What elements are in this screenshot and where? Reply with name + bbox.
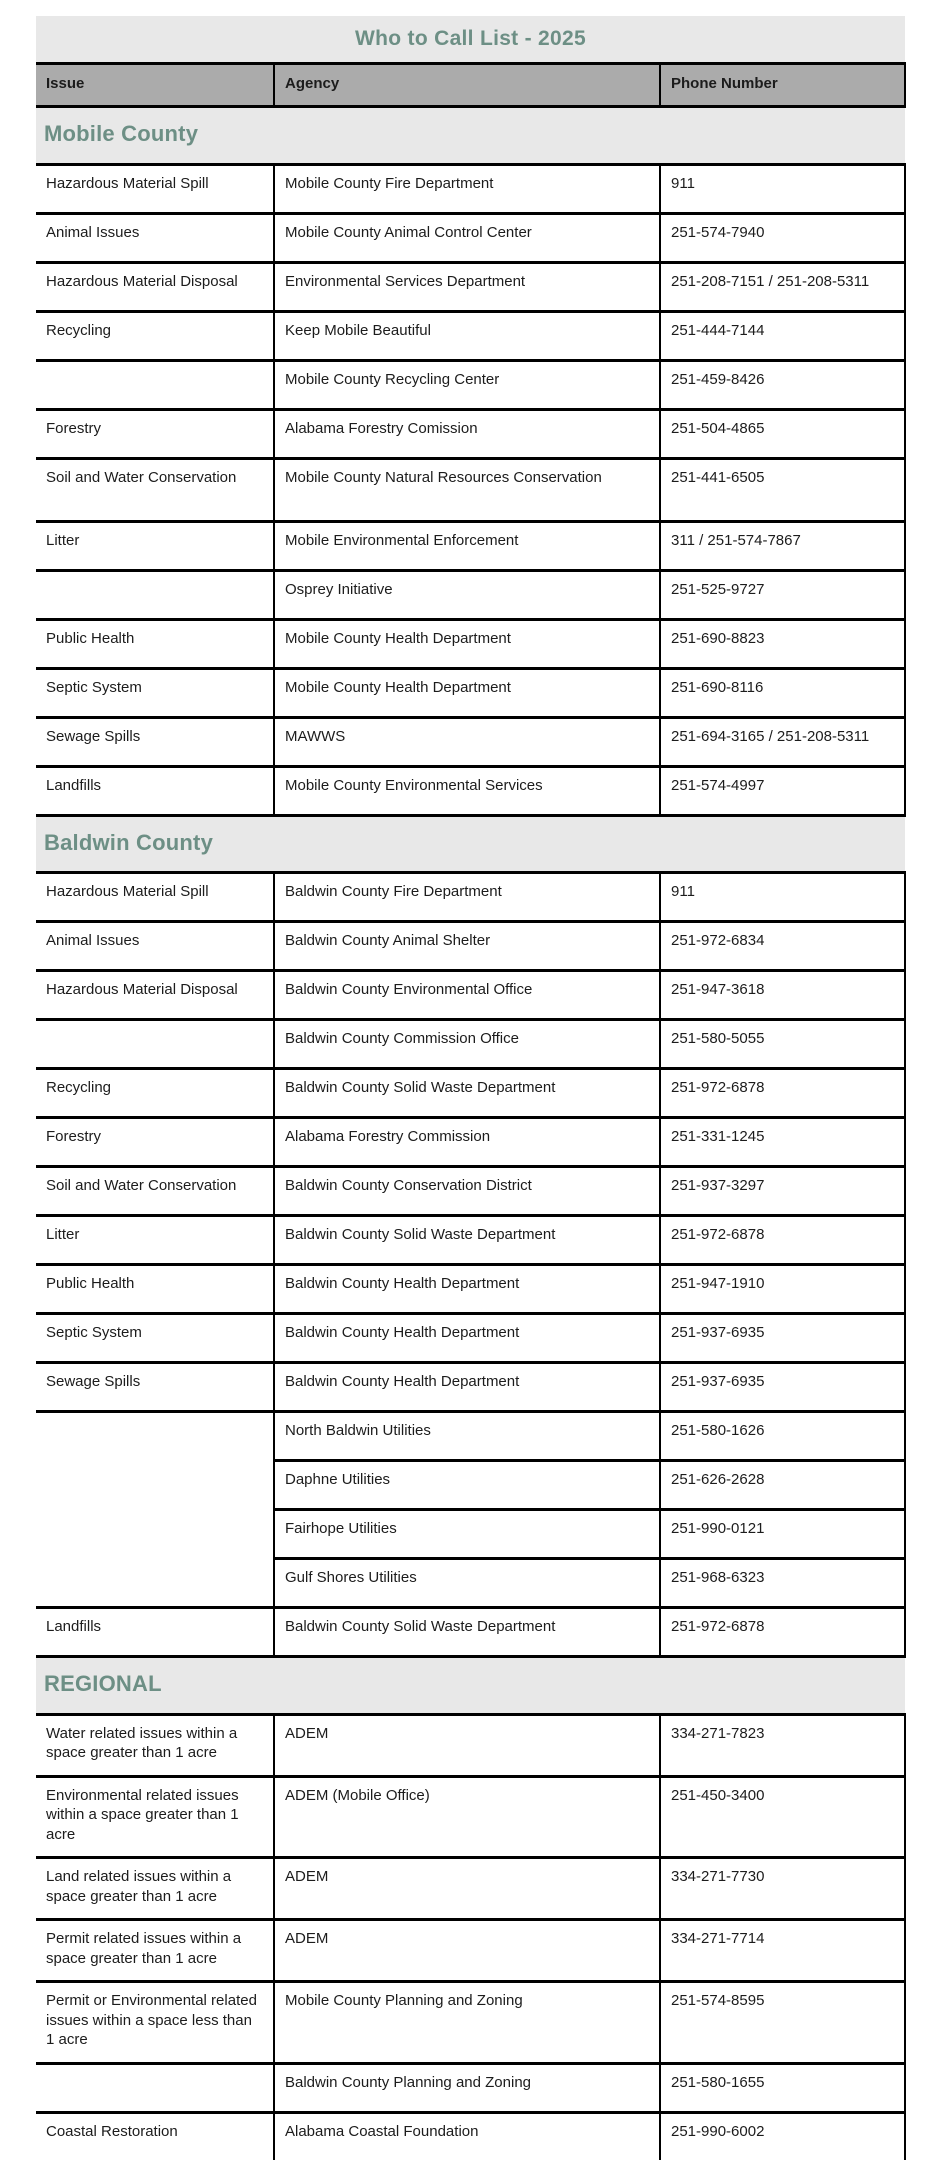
phone-cell: 251-504-4865 — [660, 409, 905, 458]
agency-cell: Keep Mobile Beautiful — [274, 311, 660, 360]
agency-cell: Baldwin County Solid Waste Department — [274, 1069, 660, 1118]
table-row — [36, 1363, 905, 1412]
phone-cell: 251-694-3165 / 251-208-5311 — [660, 717, 905, 766]
agency-cell: Baldwin County Health Department — [274, 1265, 660, 1314]
phone-cell: 334-271-7730 — [660, 1858, 905, 1920]
table-row — [36, 1069, 905, 1118]
table-row — [36, 458, 905, 521]
phone-cell: 251-626-2628 — [660, 1461, 905, 1510]
phone-cell: 251-450-3400 — [660, 1776, 905, 1858]
table-row — [36, 1982, 905, 2064]
agency-cell: Mobile County Animal Control Center — [274, 213, 660, 262]
phone-cell: 251-937-6935 — [660, 1363, 905, 1412]
agency-cell: Mobile County Environmental Services — [274, 766, 660, 815]
table-row — [36, 1920, 905, 1982]
agency-cell: Mobile Environmental Enforcement — [274, 521, 660, 570]
table-row — [36, 164, 905, 213]
phone-cell: 251-937-6935 — [660, 1314, 905, 1363]
phone-cell: 911 — [660, 164, 905, 213]
phone-cell: 251-574-8595 — [660, 1982, 905, 2064]
issue-cell: Forestry — [36, 409, 274, 458]
phone-cell: 251-525-9727 — [660, 570, 905, 619]
agency-cell: Baldwin County Health Department — [274, 1314, 660, 1363]
phone-cell: 251-690-8116 — [660, 668, 905, 717]
phone-cell: 251-208-7151 / 251-208-5311 — [660, 262, 905, 311]
table-row — [36, 1776, 905, 1858]
page-title: Who to Call List - 2025 — [355, 27, 586, 50]
issue-cell: Sewage Spills — [36, 717, 274, 766]
issue-cell: Recycling — [36, 1069, 274, 1118]
issue-cell: Coastal Restoration — [36, 2112, 274, 2160]
agency-cell: Baldwin County Solid Waste Department — [274, 1608, 660, 1657]
issue-cell: Sewage Spills — [36, 1363, 274, 1412]
phone-cell: 334-271-7823 — [660, 1714, 905, 1776]
table-row — [36, 311, 905, 360]
agency-cell: Baldwin County Solid Waste Department — [274, 1216, 660, 1265]
phone-cell: 251-947-1910 — [660, 1265, 905, 1314]
table-row — [36, 1608, 905, 1657]
agency-cell: Baldwin County Health Department — [274, 1363, 660, 1412]
table-row — [36, 1265, 905, 1314]
phone-cell: 251-972-6834 — [660, 922, 905, 971]
column-header-agency: Agency — [274, 64, 660, 107]
table-row — [36, 922, 905, 971]
table-row — [36, 1216, 905, 1265]
table-row — [36, 2063, 905, 2112]
section-header-regional — [36, 1657, 905, 1715]
phone-cell: 251-580-1655 — [660, 2063, 905, 2112]
phone-cell: 251-331-1245 — [660, 1118, 905, 1167]
phone-cell: 251-972-6878 — [660, 1608, 905, 1657]
table-row — [36, 1858, 905, 1920]
table-row — [36, 619, 905, 668]
table-row — [36, 1167, 905, 1216]
who-to-call-sheet — [36, 16, 905, 2160]
issue-cell: Animal Issues — [36, 922, 274, 971]
phone-cell: 251-990-0121 — [660, 1510, 905, 1559]
phone-cell: 911 — [660, 873, 905, 922]
phone-cell: 251-574-7940 — [660, 213, 905, 262]
agency-cell: MAWWS — [274, 717, 660, 766]
phone-cell: 251-580-1626 — [660, 1412, 905, 1461]
agency-cell: ADEM — [274, 1920, 660, 1982]
column-header-issue: Issue — [36, 64, 274, 107]
table-row — [36, 521, 905, 570]
issue-cell: Permit or Environmental related issues within a space less than 1 acre — [36, 1982, 274, 2064]
section-title: Baldwin County — [44, 829, 214, 855]
issue-cell: Recycling — [36, 311, 274, 360]
issue-cell: Hazardous Material Disposal — [36, 971, 274, 1020]
issue-cell-empty — [36, 1020, 274, 1069]
phone-cell: 251-972-6878 — [660, 1069, 905, 1118]
issue-cell-merged-empty — [36, 1412, 274, 1608]
table-row — [36, 2112, 905, 2160]
table-row — [36, 213, 905, 262]
agency-cell: Mobile County Recycling Center — [274, 360, 660, 409]
agency-cell: Baldwin County Conservation District — [274, 1167, 660, 1216]
agency-cell: Daphne Utilities — [274, 1461, 660, 1510]
agency-cell: Gulf Shores Utilities — [274, 1559, 660, 1608]
table-row — [36, 262, 905, 311]
phone-cell: 334-271-7714 — [660, 1920, 905, 1982]
section-header-mobile-county — [36, 107, 905, 165]
table-row — [36, 409, 905, 458]
issue-cell: Septic System — [36, 668, 274, 717]
phone-cell: 251-972-6878 — [660, 1216, 905, 1265]
table-row — [36, 766, 905, 815]
phone-cell: 251-690-8823 — [660, 619, 905, 668]
issue-cell: Forestry — [36, 1118, 274, 1167]
agency-cell: Osprey Initiative — [274, 570, 660, 619]
issue-cell: Water related issues within a space greater than 1 acre — [36, 1714, 274, 1776]
phone-cell: 251-937-3297 — [660, 1167, 905, 1216]
issue-cell: Hazardous Material Disposal — [36, 262, 274, 311]
issue-cell-empty — [36, 570, 274, 619]
issue-cell: Landfills — [36, 1608, 274, 1657]
agency-cell: ADEM — [274, 1714, 660, 1776]
issue-cell: Landfills — [36, 766, 274, 815]
phone-cell: 251-574-4997 — [660, 766, 905, 815]
agency-cell: Baldwin County Commission Office — [274, 1020, 660, 1069]
agency-cell: Environmental Services Department — [274, 262, 660, 311]
phone-cell: 251-441-6505 — [660, 458, 905, 521]
table-row — [36, 360, 905, 409]
agency-cell: Baldwin County Animal Shelter — [274, 922, 660, 971]
section-header-baldwin-county — [36, 815, 905, 873]
agency-cell: Fairhope Utilities — [274, 1510, 660, 1559]
phone-cell: 311 / 251-574-7867 — [660, 521, 905, 570]
who-to-call-table — [36, 62, 906, 2160]
agency-cell: Baldwin County Planning and Zoning — [274, 2063, 660, 2112]
column-header-phone: Phone Number — [660, 64, 905, 107]
issue-cell: Permit related issues within a space greater than 1 acre — [36, 1920, 274, 1982]
table-row — [36, 971, 905, 1020]
phone-cell: 251-968-6323 — [660, 1559, 905, 1608]
agency-cell: North Baldwin Utilities — [274, 1412, 660, 1461]
agency-cell: Mobile County Natural Resources Conservation — [274, 458, 660, 521]
issue-cell: Land related issues within a space greater than 1 acre — [36, 1858, 274, 1920]
column-header-row — [36, 64, 905, 107]
agency-cell: Baldwin County Fire Department — [274, 873, 660, 922]
issue-cell: Animal Issues — [36, 213, 274, 262]
section-title: REGIONAL — [44, 1671, 162, 1697]
title-band — [36, 16, 905, 62]
agency-cell: Baldwin County Environmental Office — [274, 971, 660, 1020]
issue-cell: Public Health — [36, 1265, 274, 1314]
agency-cell: Alabama Forestry Commission — [274, 1118, 660, 1167]
table-row — [36, 1118, 905, 1167]
phone-cell: 251-990-6002 — [660, 2112, 905, 2160]
table-row — [36, 1412, 905, 1461]
issue-cell: Litter — [36, 1216, 274, 1265]
table-row — [36, 1314, 905, 1363]
agency-cell: Mobile County Planning and Zoning — [274, 1982, 660, 2064]
table-row — [36, 668, 905, 717]
issue-cell: Septic System — [36, 1314, 274, 1363]
phone-cell: 251-580-5055 — [660, 1020, 905, 1069]
agency-cell: ADEM (Mobile Office) — [274, 1776, 660, 1858]
phone-cell: 251-947-3618 — [660, 971, 905, 1020]
issue-cell: Hazardous Material Spill — [36, 164, 274, 213]
issue-cell: Hazardous Material Spill — [36, 873, 274, 922]
issue-cell: Soil and Water Conservation — [36, 458, 274, 521]
issue-cell-empty — [36, 360, 274, 409]
agency-cell: Mobile County Health Department — [274, 668, 660, 717]
issue-cell: Environmental related issues within a space greater than 1 acre — [36, 1776, 274, 1858]
agency-cell: Mobile County Health Department — [274, 619, 660, 668]
issue-cell: Public Health — [36, 619, 274, 668]
agency-cell: Alabama Forestry Comission — [274, 409, 660, 458]
issue-cell-empty — [36, 2063, 274, 2112]
table-row — [36, 1714, 905, 1776]
table-row — [36, 570, 905, 619]
table-row — [36, 873, 905, 922]
agency-cell: Alabama Coastal Foundation — [274, 2112, 660, 2160]
issue-cell: Litter — [36, 521, 274, 570]
section-title: Mobile County — [44, 121, 199, 146]
agency-cell: ADEM — [274, 1858, 660, 1920]
issue-cell: Soil and Water Conservation — [36, 1167, 274, 1216]
phone-cell: 251-459-8426 — [660, 360, 905, 409]
table-row — [36, 1020, 905, 1069]
table-row — [36, 717, 905, 766]
agency-cell: Mobile County Fire Department — [274, 164, 660, 213]
phone-cell: 251-444-7144 — [660, 311, 905, 360]
